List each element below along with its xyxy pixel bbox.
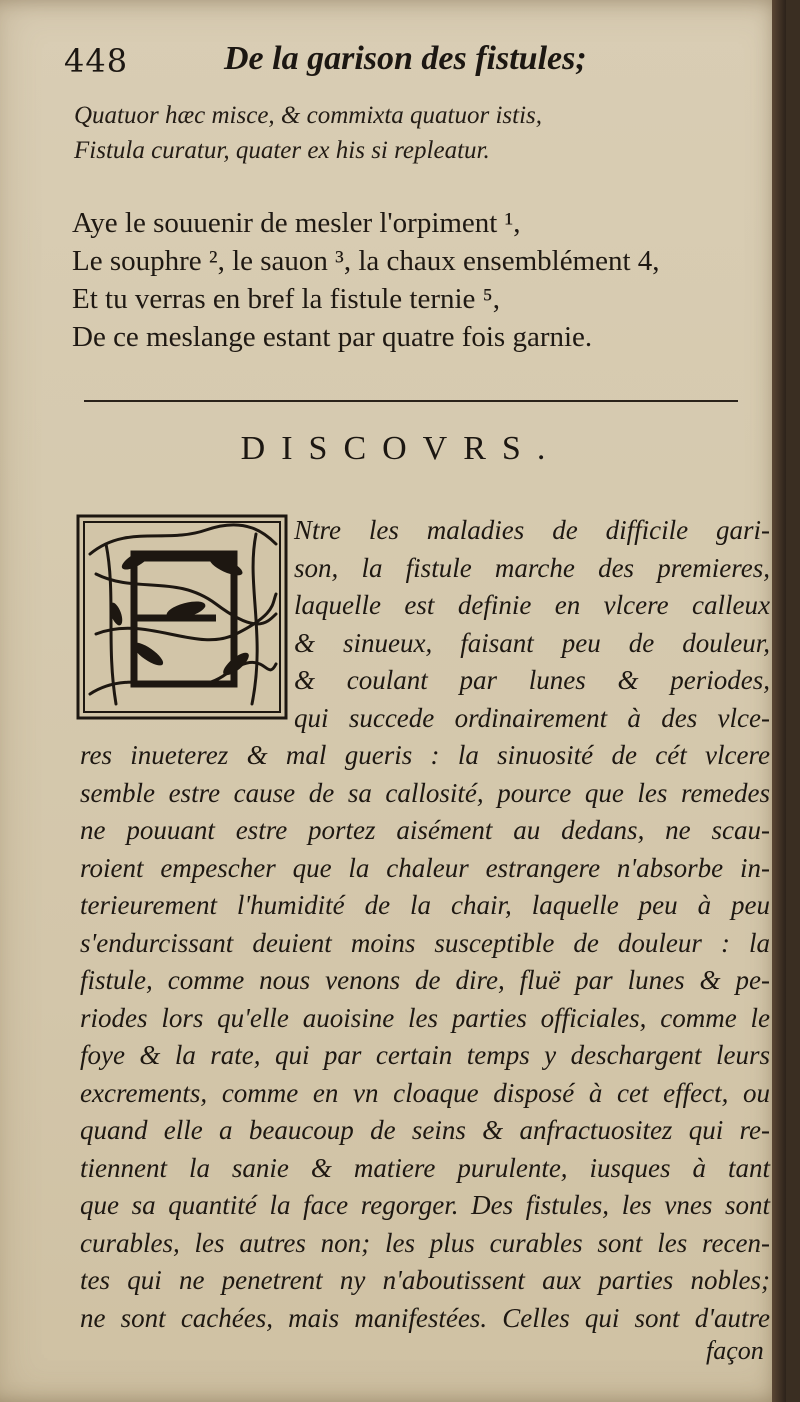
page-header <box>64 42 704 88</box>
text-line: foye & la rate, qui par certain temps y deschargent leurs <box>80 1040 770 1070</box>
text-line: semble estre cause de sa callosité, pource que les remedes <box>80 777 770 808</box>
text-line: riodes lors qu'elle auoisine les parties officiales, comme le <box>80 1002 770 1033</box>
discourse-text <box>80 500 770 1337</box>
text-line: tiennent la sanie & matiere purulente, iusques à tant <box>80 1152 770 1183</box>
catchword: façon <box>706 1336 764 1365</box>
running-head: De la garison des fistules; <box>224 40 587 77</box>
french-verse <box>72 204 660 356</box>
text-line: terieurement l'humidité de la chair, laquelle peu à peu <box>80 890 770 920</box>
verse-line: De ce meslange estant par quatre fois garnie. <box>72 321 593 353</box>
page-number: 448 <box>64 42 129 80</box>
text-line: que sa quantité la face regorger. Des fistules, les vnes sont <box>80 1190 770 1220</box>
text-line: son, la fistule marche des premieres, <box>294 552 770 583</box>
text-line: curables, les autres non; les plus curables sont les recen- <box>80 1227 770 1258</box>
text-line: excrements, comme en vn cloaque disposé à cet effect, ou <box>80 1077 770 1108</box>
text-line: ne pouuant estre portez aisément au dedans, ne scau- <box>80 815 770 845</box>
text-line: quand elle a beaucoup de seins & anfractuositez qui re- <box>80 1115 770 1145</box>
page-edge-shadow <box>772 0 786 1402</box>
section-divider <box>84 400 738 402</box>
text-line: fistule, comme nous venons de dire, fluë par lunes & pe- <box>80 965 770 995</box>
text-line: s'endurcissant deuient moins susceptible de douleur : la <box>80 927 770 958</box>
verse-line: Et tu verras en bref la fistule ternie ⁵, <box>72 283 501 315</box>
verse-line: Aye le souuenir de mesler l'orpiment ¹, <box>72 207 521 239</box>
text-line: tes qui ne penetrent ny n'aboutissent aux parties nobles; <box>80 1265 770 1295</box>
text-line: & coulant par lunes & periodes, <box>294 665 770 695</box>
motto-line: Fistula curatur, quater ex his si repleatur. <box>74 137 490 164</box>
text-line: Ntre les maladies de difficile gari- <box>294 515 770 545</box>
latin-motto <box>74 98 542 168</box>
text-line: ne sont cachées, mais manifestées. Celles qui sont d'autre <box>80 1302 770 1333</box>
text-line: & sinueux, faisant peu de douleur, <box>294 627 770 658</box>
text-line: laquelle est definie en vlcere calleux <box>294 590 770 620</box>
section-title: DISCOVRS. <box>240 430 562 467</box>
motto-line: Quatuor hæc misce, & commixta quatuor istis, <box>74 102 543 129</box>
text-line: qui succede ordinairement à des vlce- <box>294 702 770 733</box>
text-line: roient empescher que la chaleur estrangere n'absorbe in- <box>80 852 770 883</box>
verse-line: Le souphre ², le sauon ³, la chaux ensemblément 4, <box>72 245 660 277</box>
text-line: res inueterez & mal gueris : la sinuosité de cét vlcere <box>80 740 770 770</box>
